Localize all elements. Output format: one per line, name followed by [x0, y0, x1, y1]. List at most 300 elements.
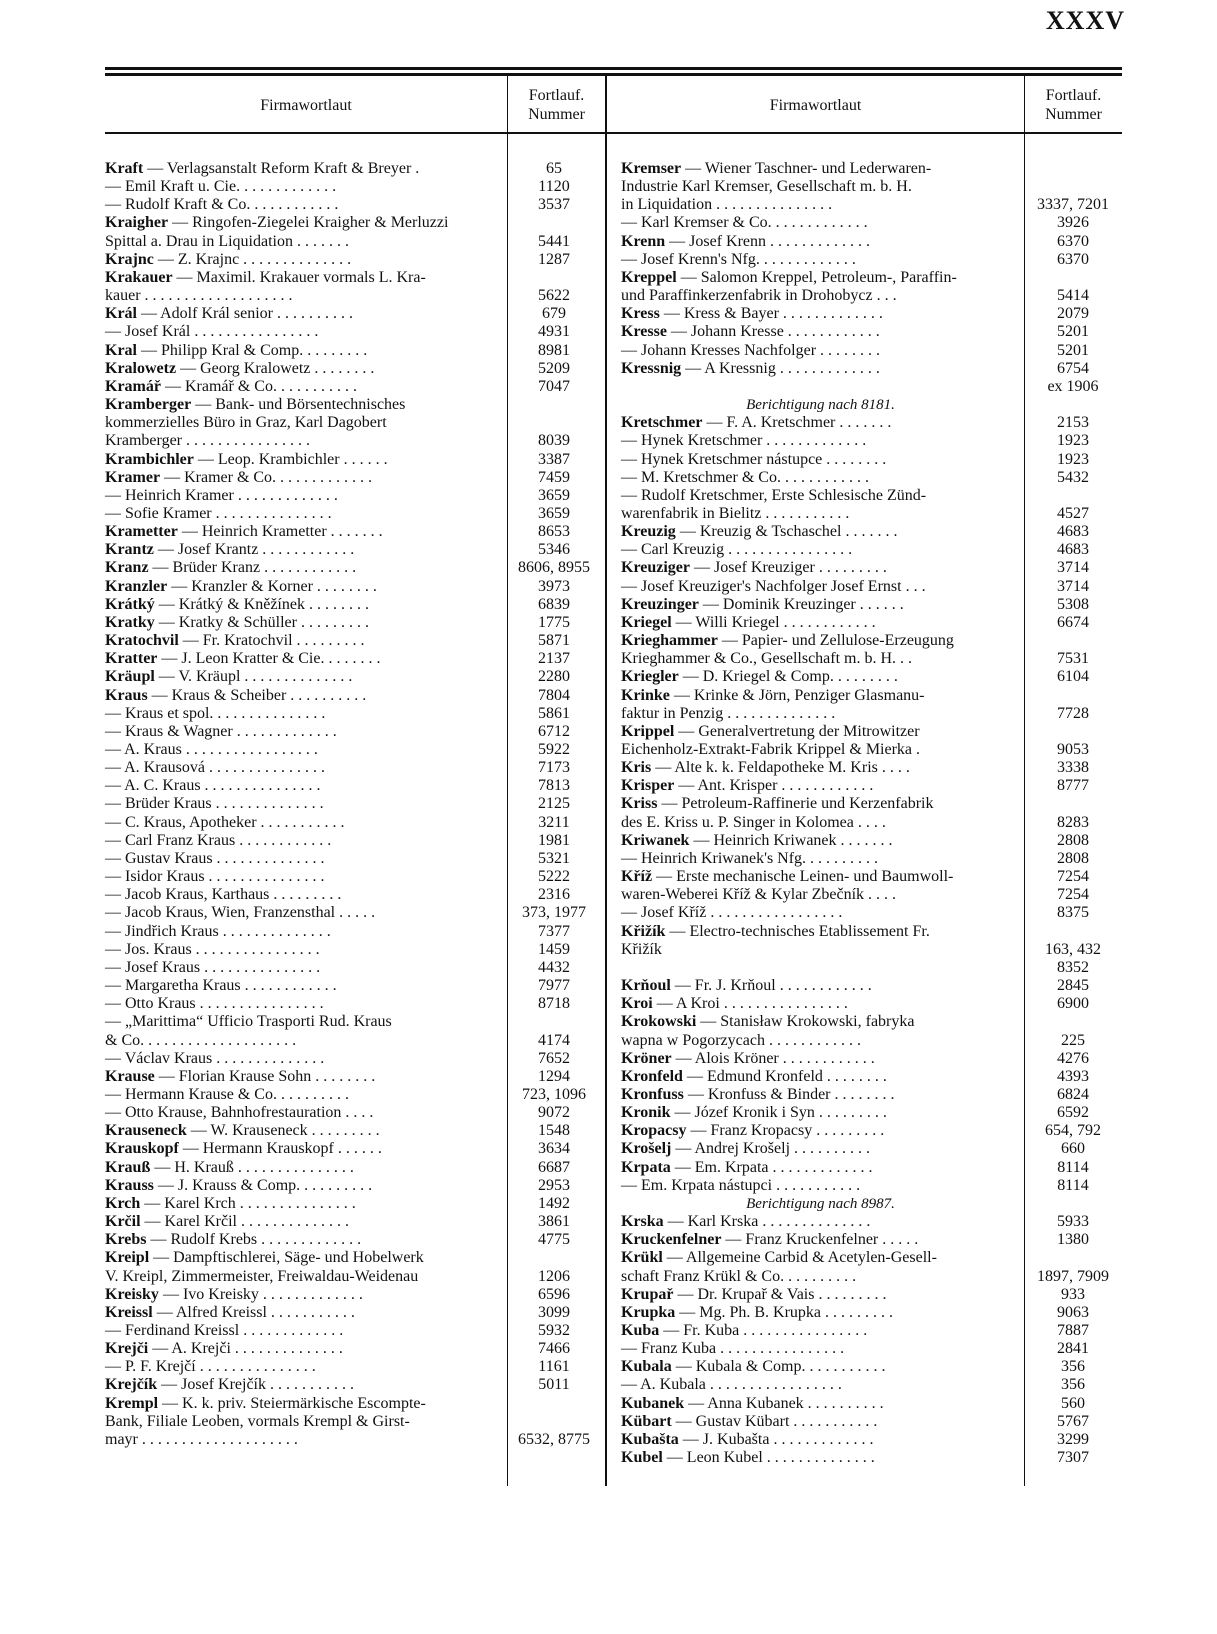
- firm-description: — A. Krausová . . . . . . . . . . . . . . .: [105, 759, 325, 777]
- entry-row: [621, 214, 1122, 232]
- firm-keyword: Krokowski: [621, 1013, 697, 1031]
- entry-text: [621, 214, 1024, 232]
- entry-text: [621, 360, 1024, 378]
- entry-text: [105, 1268, 503, 1286]
- firm-description: — Andrej Krošelj . . . . . . . . . .: [671, 1140, 871, 1158]
- firm-description: — Josef Kreuziger . . . . . . . . .: [690, 559, 887, 577]
- entry-text: [105, 342, 503, 360]
- firm-description: — Philipp Kral & Comp. . . . . . . . .: [137, 341, 368, 359]
- entry-text: [105, 487, 503, 505]
- firm-description: — Sofie Kramer . . . . . . . . . . . . . . .: [105, 504, 332, 522]
- firm-keyword: Krebs: [105, 1231, 147, 1249]
- entry-text: [105, 814, 503, 832]
- firm-description: kommerzielles Büro in Graz, Karl Dagobert: [105, 414, 387, 432]
- entry-number: 7813: [538, 777, 570, 795]
- firm-description: — Václav Kraus . . . . . . . . . . . . . .: [105, 1049, 325, 1067]
- header-label: Fortlauf.: [528, 87, 585, 104]
- entry-row: [105, 705, 605, 723]
- firm-description: wapna w Pogorzycach . . . . . . . . . . . .: [621, 1031, 861, 1049]
- entry-number: 1120: [538, 178, 570, 196]
- entry-number: 1206: [538, 1267, 570, 1285]
- entry-row: [621, 1013, 1122, 1031]
- entry-number: 8653: [538, 523, 570, 541]
- firm-keyword: Krajnc: [105, 250, 154, 268]
- firm-keyword: Kroi: [621, 995, 653, 1013]
- firm-description: — Margaretha Kraus . . . . . . . . . . . .: [105, 977, 337, 995]
- entry-row: [621, 487, 1122, 505]
- entry-text: [621, 868, 1024, 886]
- header-label: Nummer: [528, 106, 585, 123]
- firm-description: — Kratky & Schüller . . . . . . . . .: [154, 613, 369, 631]
- entry-text: [621, 1159, 1024, 1177]
- entry-row: [105, 432, 605, 450]
- entry-row: [621, 1449, 1122, 1467]
- left-entries-column: [105, 160, 605, 1449]
- firm-keyword: Kriegel: [621, 613, 672, 631]
- entry-text: [105, 414, 503, 432]
- entry-row: [621, 1286, 1122, 1304]
- entry-number: 660: [1061, 1140, 1085, 1158]
- entry-text: [105, 1304, 503, 1322]
- firm-description: — Józef Kronik i Syn . . . . . . . . .: [670, 1104, 887, 1122]
- firm-description: kauer . . . . . . . . . . . . . . . . . . .: [105, 287, 293, 305]
- firm-keyword: Krch: [105, 1194, 141, 1212]
- entry-row: [105, 396, 605, 414]
- firm-description: — Mg. Ph. B. Krupka . . . . . . . . .: [675, 1303, 894, 1321]
- entry-row: [105, 287, 605, 305]
- entry-text: [621, 1304, 1024, 1322]
- firm-keyword: Krupař: [621, 1285, 674, 1303]
- entry-text: [105, 868, 503, 886]
- firm-keyword: Krantz: [105, 541, 154, 559]
- entry-number: 6712: [538, 722, 570, 740]
- entry-row: [621, 323, 1122, 341]
- entry-text: [621, 1395, 1024, 1413]
- firm-keyword: Kranzler: [105, 577, 168, 595]
- entry-number: 1161: [538, 1358, 570, 1376]
- firm-description: — Ivo Kreisky . . . . . . . . . . . . .: [158, 1285, 363, 1303]
- entry-text: [621, 1122, 1024, 1140]
- entry-row: [105, 1358, 605, 1376]
- entry-text: [621, 759, 1024, 777]
- entry-text: [105, 1376, 503, 1394]
- entry-number: 6370: [1057, 250, 1089, 268]
- firm-keyword: Krieghammer: [621, 632, 718, 650]
- entry-row: [621, 995, 1122, 1013]
- entry-number: 9072: [538, 1104, 570, 1122]
- entry-row: [621, 814, 1122, 832]
- entry-row: [105, 1286, 605, 1304]
- entry-text: [621, 1249, 1024, 1267]
- firm-keyword: Kröner: [621, 1049, 672, 1067]
- entry-number: 1459: [538, 940, 570, 958]
- firm-keyword: Kubala: [621, 1358, 672, 1376]
- entry-number: 8375: [1057, 904, 1089, 922]
- entry-text: [621, 941, 1024, 959]
- firm-keyword: Kuba: [621, 1322, 660, 1339]
- header-firm-name-left: [105, 80, 507, 130]
- entry-number: 3299: [1057, 1430, 1089, 1448]
- center-divider: [605, 76, 607, 1486]
- firm-description: — Otto Kraus . . . . . . . . . . . . . . . .: [105, 995, 324, 1013]
- entry-row: [621, 233, 1122, 251]
- firm-keyword: Kruckenfelner: [621, 1231, 722, 1249]
- entry-number: 2125: [538, 795, 570, 813]
- firm-description: — „Marittima“ Ufficio Trasporti Rud. Kraus: [105, 1013, 392, 1031]
- firm-description: — A. Kubala . . . . . . . . . . . . . . . . .: [621, 1376, 842, 1394]
- firm-keyword: Kral: [105, 341, 137, 359]
- entry-text: [621, 396, 1024, 414]
- entry-row: [105, 1231, 605, 1249]
- entry-row: [105, 1013, 605, 1031]
- entry-text: [105, 1140, 503, 1158]
- firm-keyword: Kress: [621, 305, 660, 323]
- entry-text: [621, 323, 1024, 341]
- entry-text: [621, 523, 1024, 541]
- header-number-left: [508, 80, 605, 130]
- entry-row: [105, 977, 605, 995]
- entry-number: 1380: [1057, 1231, 1089, 1249]
- entry-text: [621, 1431, 1024, 1449]
- entry-number: 7307: [1057, 1449, 1089, 1467]
- entry-row: [105, 614, 605, 632]
- entry-row: [105, 668, 605, 686]
- entry-number: 9053: [1057, 741, 1089, 758]
- entry-row: [105, 814, 605, 832]
- entry-text: [621, 1104, 1024, 1122]
- firm-description: mayr . . . . . . . . . . . . . . . . . . . .: [105, 1430, 298, 1448]
- entry-number: 654, 792: [1045, 1122, 1101, 1140]
- entry-number: 9063: [1057, 1303, 1089, 1321]
- entry-text: [105, 759, 503, 777]
- firm-description: — Kramer & Co. . . . . . . . . . . . .: [160, 468, 373, 486]
- entry-number: 6104: [1057, 668, 1089, 686]
- firm-keyword: Kraft: [105, 160, 144, 177]
- entry-number: 2808: [1057, 831, 1089, 849]
- entry-text: [105, 378, 503, 396]
- entry-row: [105, 741, 605, 759]
- entry-text: [105, 687, 503, 705]
- firm-description: — Gustav Kübart . . . . . . . . . . .: [671, 1412, 878, 1430]
- entry-text: [105, 196, 503, 214]
- entry-row: [105, 1395, 605, 1413]
- firm-description: — Salomon Kreppel, Petroleum-, Paraffin-: [676, 268, 957, 286]
- entry-number: 5861: [538, 704, 570, 722]
- entry-row: [105, 1122, 605, 1140]
- entry-row: [621, 269, 1122, 287]
- entry-text: [105, 505, 503, 523]
- entry-number: 3338: [1057, 759, 1089, 777]
- entry-number: 4174: [538, 1031, 570, 1049]
- firm-keyword: Krisper: [621, 777, 675, 795]
- entry-text: [621, 305, 1024, 323]
- firm-description: und Paraffinkerzenfabrik in Drohobycz . . .: [621, 287, 897, 305]
- entry-row: [105, 923, 605, 941]
- firm-keyword: Krska: [621, 1213, 664, 1231]
- entry-row: [105, 687, 605, 705]
- firm-keyword: Kressnig: [621, 359, 682, 377]
- entry-number: 6592: [1057, 1104, 1089, 1122]
- entry-row: [621, 451, 1122, 469]
- entry-text: [621, 1376, 1024, 1394]
- entry-text: [621, 668, 1024, 686]
- entry-text: [105, 360, 503, 378]
- firm-keyword: Kreuzig: [621, 523, 676, 541]
- entry-number: 373, 1977: [522, 904, 586, 922]
- entry-number: 7531: [1057, 650, 1089, 668]
- firm-keyword: Kreipl: [105, 1249, 150, 1267]
- entry-number: 5933: [1057, 1213, 1089, 1231]
- entry-row: [621, 305, 1122, 323]
- firm-description: — Otto Krause, Bahnhofrestauration . . . .: [105, 1104, 374, 1122]
- firm-description: — Petroleum-Raffinerie und Kerzenfabrik: [657, 795, 934, 813]
- top-double-rule-inner: [105, 73, 1122, 76]
- entry-text: [105, 432, 503, 450]
- entry-row: [105, 559, 605, 577]
- entry-row: [105, 1104, 605, 1122]
- entry-row: [105, 850, 605, 868]
- firm-keyword: Kropacsy: [621, 1122, 687, 1140]
- entry-row: [105, 505, 605, 523]
- firm-description: Křižík: [621, 940, 662, 958]
- entry-row: [105, 578, 605, 596]
- firm-keyword: Krauß: [105, 1158, 151, 1176]
- firm-keyword: Krippel: [621, 722, 675, 740]
- firm-keyword: Kreuziger: [621, 559, 691, 577]
- firm-keyword: Kreisky: [105, 1285, 159, 1303]
- entry-text: [105, 795, 503, 813]
- entry-number: 4393: [1057, 1067, 1089, 1085]
- firm-description: Berichtigung nach 8181.: [746, 397, 895, 414]
- entry-row: [105, 868, 605, 886]
- entry-number: 8352: [1057, 958, 1089, 976]
- entry-number: 8777: [1057, 777, 1089, 795]
- entry-number: 3387: [538, 450, 570, 468]
- entry-number: 8606, 8955: [518, 559, 590, 577]
- entry-row: [621, 650, 1122, 668]
- entry-row: [105, 214, 605, 232]
- entry-number: 2079: [1057, 305, 1089, 323]
- entry-text: [621, 1322, 1024, 1340]
- entry-row: [105, 1068, 605, 1086]
- firm-description: des E. Kriss u. P. Singer in Kolomea . . . .: [621, 813, 886, 831]
- firm-keyword: Krükl: [621, 1249, 663, 1267]
- entry-text: [105, 451, 503, 469]
- entry-number: 225: [1061, 1031, 1085, 1049]
- firm-description: — Em. Krpata . . . . . . . . . . . . .: [670, 1158, 873, 1176]
- entry-number: 1492: [538, 1194, 570, 1212]
- firm-description: — Kreuzig & Tschaschel . . . . . . .: [675, 523, 898, 541]
- entry-row: [621, 596, 1122, 614]
- entry-text: [105, 1032, 503, 1050]
- entry-number: 7466: [538, 1340, 570, 1358]
- entry-text: [621, 1449, 1024, 1467]
- entry-text: [621, 414, 1024, 432]
- entry-row: [621, 1050, 1122, 1068]
- entry-text: [105, 1177, 503, 1195]
- entry-row: [105, 305, 605, 323]
- entry-text: [105, 668, 503, 686]
- firm-description: — Gustav Kraus . . . . . . . . . . . . . .: [105, 849, 325, 867]
- firm-description: — Leon Kubel . . . . . . . . . . . . . .: [662, 1449, 875, 1467]
- entry-row: [105, 1086, 605, 1104]
- firm-description: — Josef Krejčík . . . . . . . . . . .: [157, 1376, 354, 1394]
- entry-text: [621, 814, 1024, 832]
- entry-number: 2137: [538, 650, 570, 668]
- entry-number: 1294: [538, 1067, 570, 1085]
- entry-number: 5011: [538, 1376, 570, 1394]
- firm-keyword: Kubanek: [621, 1394, 685, 1412]
- firm-description: — Fr. Kuba . . . . . . . . . . . . . . . .: [659, 1322, 868, 1339]
- firm-keyword: Krempl: [105, 1394, 159, 1412]
- firm-description: — Ringofen-Ziegelei Kraigher & Merluzzi: [168, 214, 449, 232]
- entry-text: [621, 777, 1024, 795]
- entry-text: [621, 1032, 1024, 1050]
- entry-text: [621, 559, 1024, 577]
- entry-text: [105, 287, 503, 305]
- entry-row: [621, 1140, 1122, 1158]
- entry-number: 6839: [538, 595, 570, 613]
- firm-description: Eichenholz-Extrakt-Fabrik Krippel & Mierka .: [621, 741, 921, 758]
- entry-number: 3099: [538, 1303, 570, 1321]
- firm-description: — Josef Kraus . . . . . . . . . . . . . . .: [105, 958, 321, 976]
- firm-description: — Jindřich Kraus . . . . . . . . . . . . . .: [105, 922, 331, 940]
- entry-number: 8039: [538, 432, 570, 450]
- firm-description: — Krátký & Kněžínek . . . . . . . .: [154, 595, 369, 613]
- entry-row: [621, 868, 1122, 886]
- entry-text: [621, 1231, 1024, 1249]
- entry-row: [105, 1268, 605, 1286]
- firm-keyword: Kris: [621, 759, 652, 777]
- entry-row: [621, 1322, 1122, 1340]
- entry-row: [621, 505, 1122, 523]
- firm-description: — M. Kretschmer & Co. . . . . . . . . . . .: [621, 468, 869, 486]
- entry-number: 2845: [1057, 977, 1089, 995]
- firm-description: — Edmund Kronfeld . . . . . . . .: [682, 1067, 887, 1085]
- firm-keyword: Krakauer: [105, 268, 173, 286]
- firm-description: — Josef Krantz . . . . . . . . . . . .: [153, 541, 355, 559]
- entry-number: 6687: [538, 1158, 570, 1176]
- entry-text: [105, 923, 503, 941]
- entry-row: [621, 178, 1122, 196]
- entry-text: [105, 777, 503, 795]
- entry-row: [621, 578, 1122, 596]
- entry-row: [105, 777, 605, 795]
- entry-row: [621, 559, 1122, 577]
- firm-description: — Kraus et spol. . . . . . . . . . . . . . .: [105, 704, 326, 722]
- firm-description: — Heinrich Krametter . . . . . . .: [177, 523, 383, 541]
- entry-row: [105, 1177, 605, 1195]
- entry-number: 933: [1061, 1285, 1085, 1303]
- firm-description: — Carl Franz Kraus . . . . . . . . . . . .: [105, 831, 332, 849]
- entry-row: [621, 1376, 1122, 1394]
- entry-text: [621, 832, 1024, 850]
- entry-row: [621, 705, 1122, 723]
- firm-keyword: Krauseneck: [105, 1122, 187, 1140]
- firm-keyword: Kronik: [621, 1104, 671, 1122]
- entry-text: [105, 469, 503, 487]
- firm-description: — Kramář & Co. . . . . . . . . . .: [160, 377, 357, 395]
- entry-row: [105, 795, 605, 813]
- entry-row: [105, 1032, 605, 1050]
- entry-number: 1923: [1057, 432, 1089, 450]
- entry-number: 3634: [538, 1140, 570, 1158]
- firm-description: — Hynek Kretschmer nástupce . . . . . . . .: [621, 450, 887, 468]
- entry-text: [621, 741, 1024, 759]
- entry-text: [105, 1340, 503, 1358]
- firm-keyword: Kreppel: [621, 268, 677, 286]
- firm-description: — V. Kräupl . . . . . . . . . . . . . .: [154, 668, 353, 686]
- entry-row: [621, 832, 1122, 850]
- entry-text: [105, 1050, 503, 1068]
- entry-row: [621, 1159, 1122, 1177]
- entry-row: [105, 650, 605, 668]
- firm-description: Berichtigung nach 8987.: [746, 1195, 895, 1212]
- firm-description: — Leop. Krambichler . . . . . .: [193, 450, 388, 468]
- firm-keyword: Kretschmer: [621, 414, 703, 432]
- entry-number: 2153: [1057, 414, 1089, 432]
- firm-description: — Rudolf Kraft & Co. . . . . . . . . . . .: [105, 196, 339, 214]
- entry-row: [621, 941, 1122, 959]
- firm-description: — Karl Kremser & Co. . . . . . . . . . . . .: [621, 214, 868, 232]
- firm-description: — C. Kraus, Apotheker . . . . . . . . . . .: [105, 813, 345, 831]
- entry-number: 4276: [1057, 1049, 1089, 1067]
- firm-keyword: Kratky: [105, 613, 155, 631]
- firm-keyword: Kriegler: [621, 668, 679, 686]
- firm-description: — P. F. Krejčí . . . . . . . . . . . . . . .: [105, 1358, 316, 1376]
- entry-text: [105, 559, 503, 577]
- firm-description: — Josef Kříž . . . . . . . . . . . . . . . . .: [621, 904, 843, 922]
- entry-number: 5346: [538, 541, 570, 559]
- firm-description: Krieghammer & Co., Gesellschaft m. b. H. . .: [621, 650, 913, 668]
- firm-description: — Adolf Král senior . . . . . . . . . .: [137, 305, 353, 323]
- entry-row: [621, 541, 1122, 559]
- entry-text: [621, 650, 1024, 668]
- firm-description: — Kronfuss & Binder . . . . . . . .: [683, 1085, 895, 1103]
- firm-description: — Karel Krch . . . . . . . . . . . . . . .: [140, 1194, 356, 1212]
- firm-description: — Josef Krenn's Nfg. . . . . . . . . . . . .: [621, 250, 856, 268]
- entry-row: [105, 451, 605, 469]
- firm-description: — Bank- und Börsentechnisches: [191, 396, 406, 414]
- firm-description: Spittal a. Drau in Liquidation . . . . . . .: [105, 232, 349, 250]
- entry-text: [105, 1413, 503, 1431]
- entry-row: [105, 904, 605, 922]
- firm-description: Kramberger . . . . . . . . . . . . . . . .: [105, 432, 310, 450]
- entry-number: 1923: [1057, 450, 1089, 468]
- entry-text: [105, 1068, 503, 1086]
- entry-text: [621, 1195, 1024, 1213]
- firm-keyword: Kralowetz: [105, 359, 177, 377]
- firm-description: — W. Krauseneck . . . . . . . . .: [186, 1122, 380, 1140]
- firm-description: — Erste mechanische Leinen- und Baumwoll-: [652, 868, 954, 886]
- header-label: Firmawortlaut: [769, 96, 862, 114]
- firm-description: — Kraus & Wagner . . . . . . . . . . . . .: [105, 722, 337, 740]
- firm-description: — Fr. Kratochvil . . . . . . . . .: [178, 632, 365, 650]
- right-entries-column: [621, 160, 1122, 1467]
- firm-description: — A. C. Kraus . . . . . . . . . . . . . . .: [105, 777, 321, 795]
- firm-description: — Josef Král . . . . . . . . . . . . . . . .: [105, 323, 319, 341]
- entry-row: [621, 251, 1122, 269]
- firm-description: — J. Leon Kratter & Cie. . . . . . . .: [157, 650, 381, 668]
- entry-row: [621, 632, 1122, 650]
- entry-text: [105, 705, 503, 723]
- entry-text: [621, 269, 1024, 287]
- entry-row: [105, 995, 605, 1013]
- entry-number: 4931: [538, 323, 570, 341]
- entry-text: [621, 795, 1024, 813]
- entry-number: 7804: [538, 686, 570, 704]
- entry-text: [105, 323, 503, 341]
